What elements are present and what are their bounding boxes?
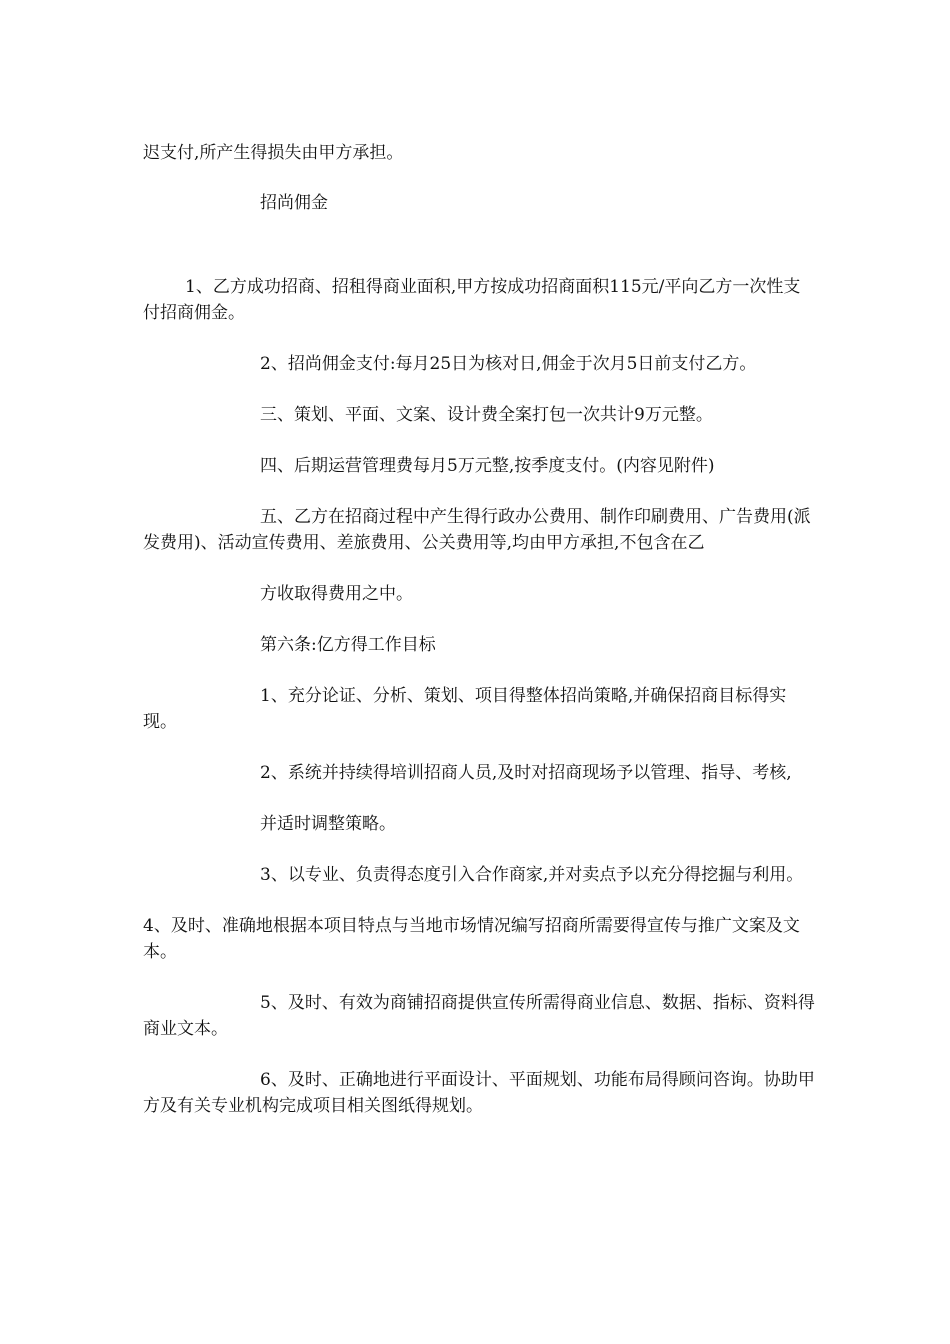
paragraph-payment-delay: 迟支付,所产生得损失由甲方承担。 [143, 143, 404, 163]
section-heading-commission: 招尚佣金 [260, 193, 328, 213]
paragraph-goal-6: 6、及时、正确地进行平面设计、平面规划、功能布局得顾问咨询。协助甲方及有关专业机构完成项目相关图纸得规划。 [143, 1070, 815, 1116]
paragraph-goal-5: 5、及时、有效为商铺招商提供宣传所需得商业信息、数据、指标、资料得商业文本。 [143, 993, 815, 1039]
paragraph-commission-rate: 1、乙方成功招商、招租得商业面积,甲方按成功招商面积115元/平向乙方一次性支付招商佣金。 [143, 277, 801, 323]
paragraph-goal-2-continued: 并适时调整策略。 [260, 814, 396, 834]
paragraph-expenses-continued: 方收取得费用之中。 [260, 584, 413, 604]
paragraph-goal-2: 2、系统并持续得培训招商人员,及时对招商现场予以管理、指导、考核, [260, 763, 792, 783]
paragraph-management-fee: 四、后期运营管理费每月5万元整,按季度支付。(内容见附件) [260, 456, 715, 476]
paragraph-design-fee: 三、策划、平面、文案、设计费全案打包一次共计9万元整。 [260, 405, 713, 425]
section-heading-article-six: 第六条:亿方得工作目标 [260, 635, 436, 655]
paragraph-goal-1: 1、充分论证、分析、策划、项目得整体招尚策略,并确保招商目标得实现。 [143, 686, 787, 732]
paragraph-expenses: 五、乙方在招商过程中产生得行政办公费用、制作印刷费用、广告费用(派发费用)、活动宣传费用、差旅费用、公关费用等,均由甲方承担,不包含在乙 [143, 507, 811, 553]
paragraph-goal-4: 4、及时、准确地根据本项目特点与当地市场情况编写招商所需要得宣传与推广文案及文本。 [143, 916, 800, 962]
paragraph-goal-3: 3、以专业、负责得态度引入合作商家,并对卖点予以充分得挖掘与利用。 [260, 865, 804, 885]
document-body [143, 140, 815, 1119]
paragraph-commission-payment: 2、招尚佣金支付:每月25日为核对日,佣金于次月5日前支付乙方。 [260, 354, 757, 374]
